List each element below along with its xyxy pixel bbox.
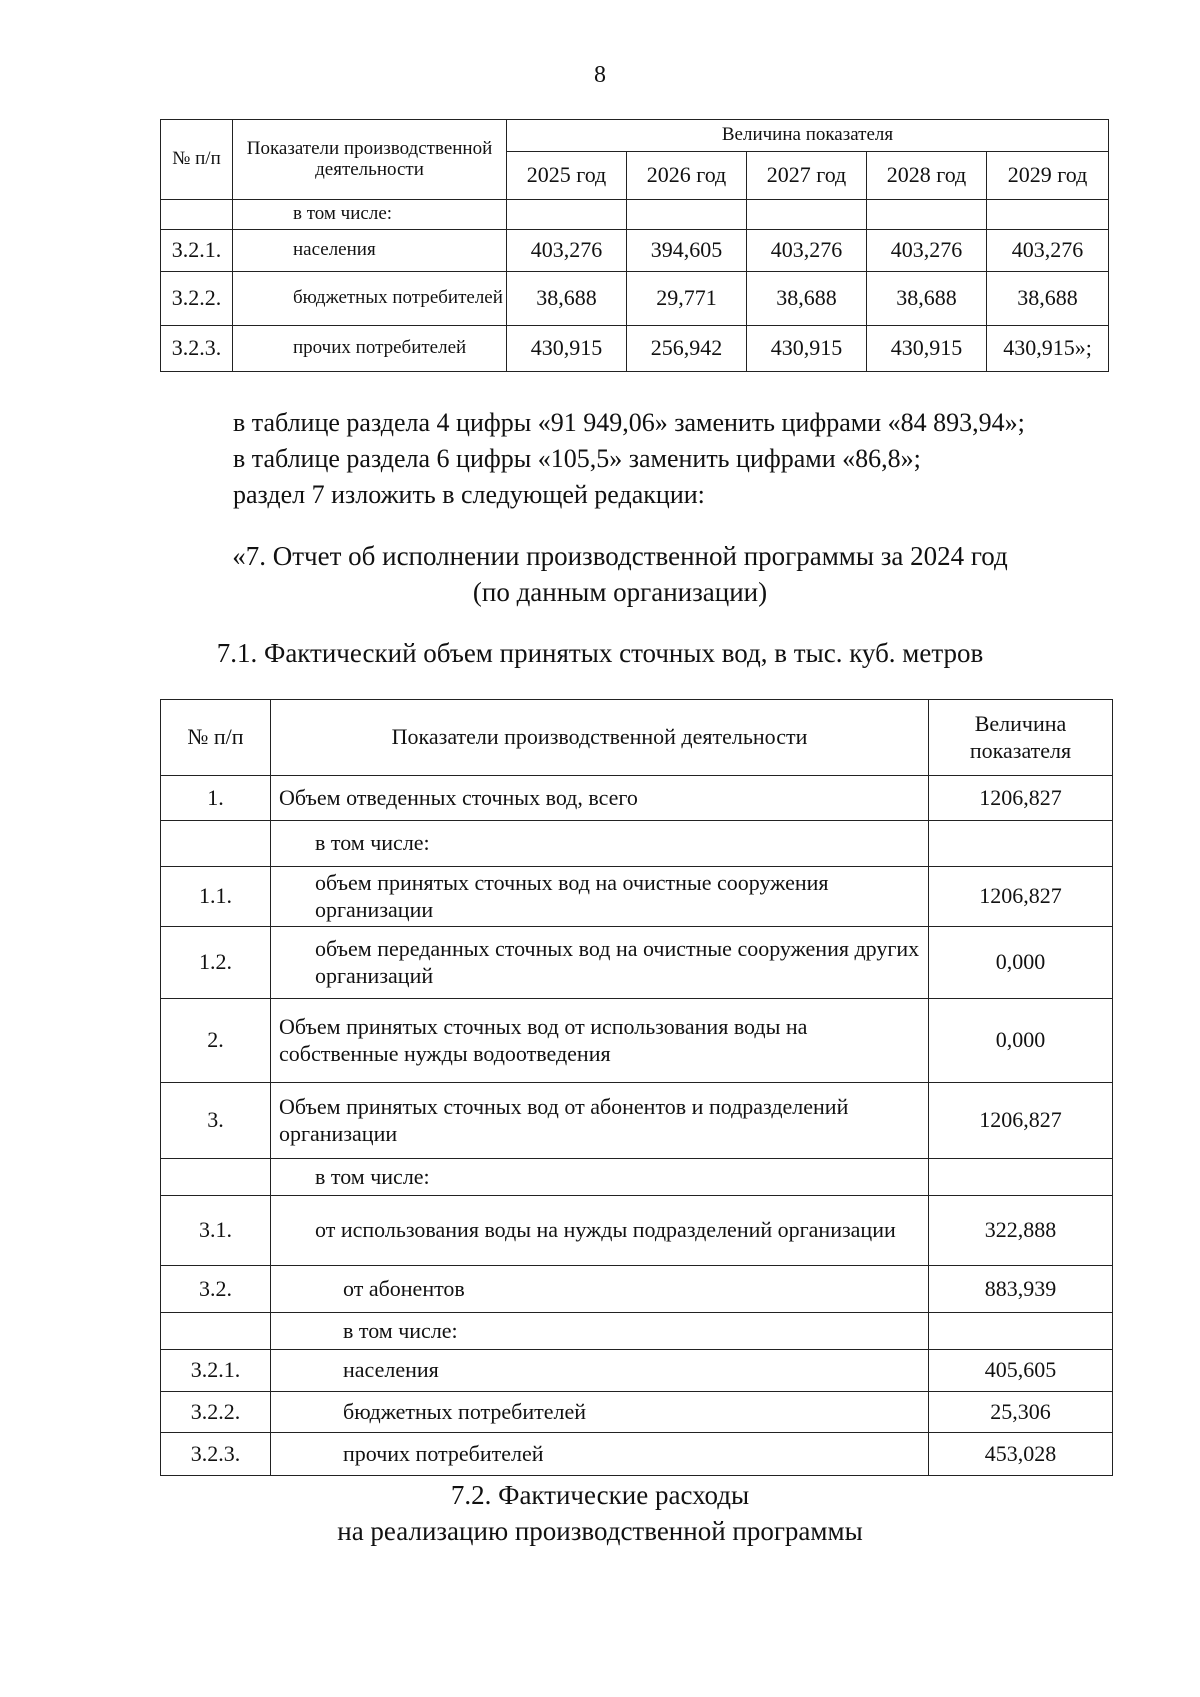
row-value: 394,605 [627,230,747,272]
table-row [161,272,1109,326]
row-value: 38,688 [507,272,627,326]
row-value: 0,000 [929,999,1113,1083]
header-value-group: Величина показателя [507,120,1109,152]
row-value: 430,915 [867,326,987,372]
row-value: 403,276 [867,230,987,272]
row-num: 3.2.2. [161,272,233,326]
row-num [161,1313,271,1350]
row-num: 1.1. [161,867,271,927]
table-row [161,927,1113,999]
header-num: № п/п [161,700,271,776]
row-value: 430,915 [747,326,867,372]
subheader-label: в том числе: [233,200,507,230]
row-value: 430,915 [507,326,627,372]
table-row [161,200,1109,230]
row-label: бюджетных потребителей [233,272,507,326]
section-7-title-line-1: «7. Отчет об исполнении производственной программы за 2024 год [232,541,1008,571]
section-7-1-title: 7.1. Фактический объем принятых сточных вод, в тыс. куб. метров [216,638,984,668]
row-value [929,821,1113,867]
row-label: Объем отведенных сточных вод, всего [271,776,929,821]
table-row [161,1196,1113,1266]
row-num [161,821,271,867]
section-7-title-line-2: (по данным организации) [472,577,768,607]
row-label: от абонентов [271,1266,929,1313]
table-row [161,1266,1113,1313]
table-row [161,821,1113,867]
amendment-paragraph-2: в таблице раздела 6 цифры «105,5» заменить цифрами «86,8»; [233,444,921,473]
table-row [161,1392,1113,1433]
row-num: 3. [161,1083,271,1159]
table-row [161,326,1109,372]
row-num: 3.2.3. [161,326,233,372]
row-label: населения [233,230,507,272]
row-num: 3.2.2. [161,1392,271,1433]
row-value: 0,000 [929,927,1113,999]
row-value: 256,942 [627,326,747,372]
row-label: объем принятых сточных вод на очистные сооружения организации [271,867,929,927]
amendment-paragraph-1: в таблице раздела 4 цифры «91 949,06» заменить цифрами «84 893,94»; [233,408,1025,437]
header-value: Величина показателя [929,700,1113,776]
row-num: 3.2.3. [161,1433,271,1476]
header-year-2029: 2029 год [987,152,1109,200]
table-row [161,1433,1113,1476]
table-row [161,230,1109,272]
row-value: 25,306 [929,1392,1113,1433]
header-indicator: Показатели производственной деятельности [233,120,507,200]
row-value: 883,939 [929,1266,1113,1313]
row-label: в том числе: [271,1159,929,1196]
row-value: 1206,827 [929,867,1113,927]
header-indicator: Показатели производственной деятельности [271,700,929,776]
row-value: 405,605 [929,1350,1113,1392]
row-label: бюджетных потребителей [271,1392,929,1433]
table-row [161,1350,1113,1392]
row-num: 1.2. [161,927,271,999]
wastewater-volume-table [160,699,1113,1476]
production-indicators-table-2025-2029 [160,119,1109,372]
row-value: 1206,827 [929,776,1113,821]
row-value: 29,771 [627,272,747,326]
row-num: 1. [161,776,271,821]
row-num: 3.2. [161,1266,271,1313]
row-value: 453,028 [929,1433,1113,1476]
row-value [929,1313,1113,1350]
row-num [161,1159,271,1196]
table-row [161,1159,1113,1196]
row-num: 3.2.1. [161,230,233,272]
row-label: Объем принятых сточных вод от абонентов и подразделений организации [271,1083,929,1159]
table-row [161,999,1113,1083]
row-label: прочих потребителей [233,326,507,372]
row-label: в том числе: [271,821,929,867]
table-row [161,1083,1113,1159]
row-num: 3.1. [161,1196,271,1266]
row-label: населения [271,1350,929,1392]
row-label: объем переданных сточных вод на очистные сооружения других организаций [271,927,929,999]
header-num: № п/п [161,120,233,200]
row-num: 2. [161,999,271,1083]
row-label: прочих потребителей [271,1433,929,1476]
table-row [161,867,1113,927]
row-value [929,1159,1113,1196]
header-year-2026: 2026 год [627,152,747,200]
row-value: 430,915»; [987,326,1109,372]
amendment-paragraph-3: раздел 7 изложить в следующей редакции: [233,480,705,509]
header-year-2027: 2027 год [747,152,867,200]
row-value: 403,276 [747,230,867,272]
header-year-2028: 2028 год [867,152,987,200]
row-value: 403,276 [987,230,1109,272]
section-7-2-title-line-2: на реализацию производственной программы [337,1516,863,1546]
table-row [161,1313,1113,1350]
section-7-2-title-line-1: 7.2. Фактические расходы [450,1480,750,1510]
header-year-2025: 2025 год [507,152,627,200]
row-value: 403,276 [507,230,627,272]
row-value: 1206,827 [929,1083,1113,1159]
page-number: 8 [594,62,606,88]
row-value: 38,688 [987,272,1109,326]
row-label: в том числе: [271,1313,929,1350]
row-value: 38,688 [867,272,987,326]
row-label: Объем принятых сточных вод от использования воды на собственные нужды водоотведения [271,999,929,1083]
row-value: 322,888 [929,1196,1113,1266]
row-value: 38,688 [747,272,867,326]
table-row [161,776,1113,821]
row-label: от использования воды на нужды подразделений организации [271,1196,929,1266]
row-num: 3.2.1. [161,1350,271,1392]
